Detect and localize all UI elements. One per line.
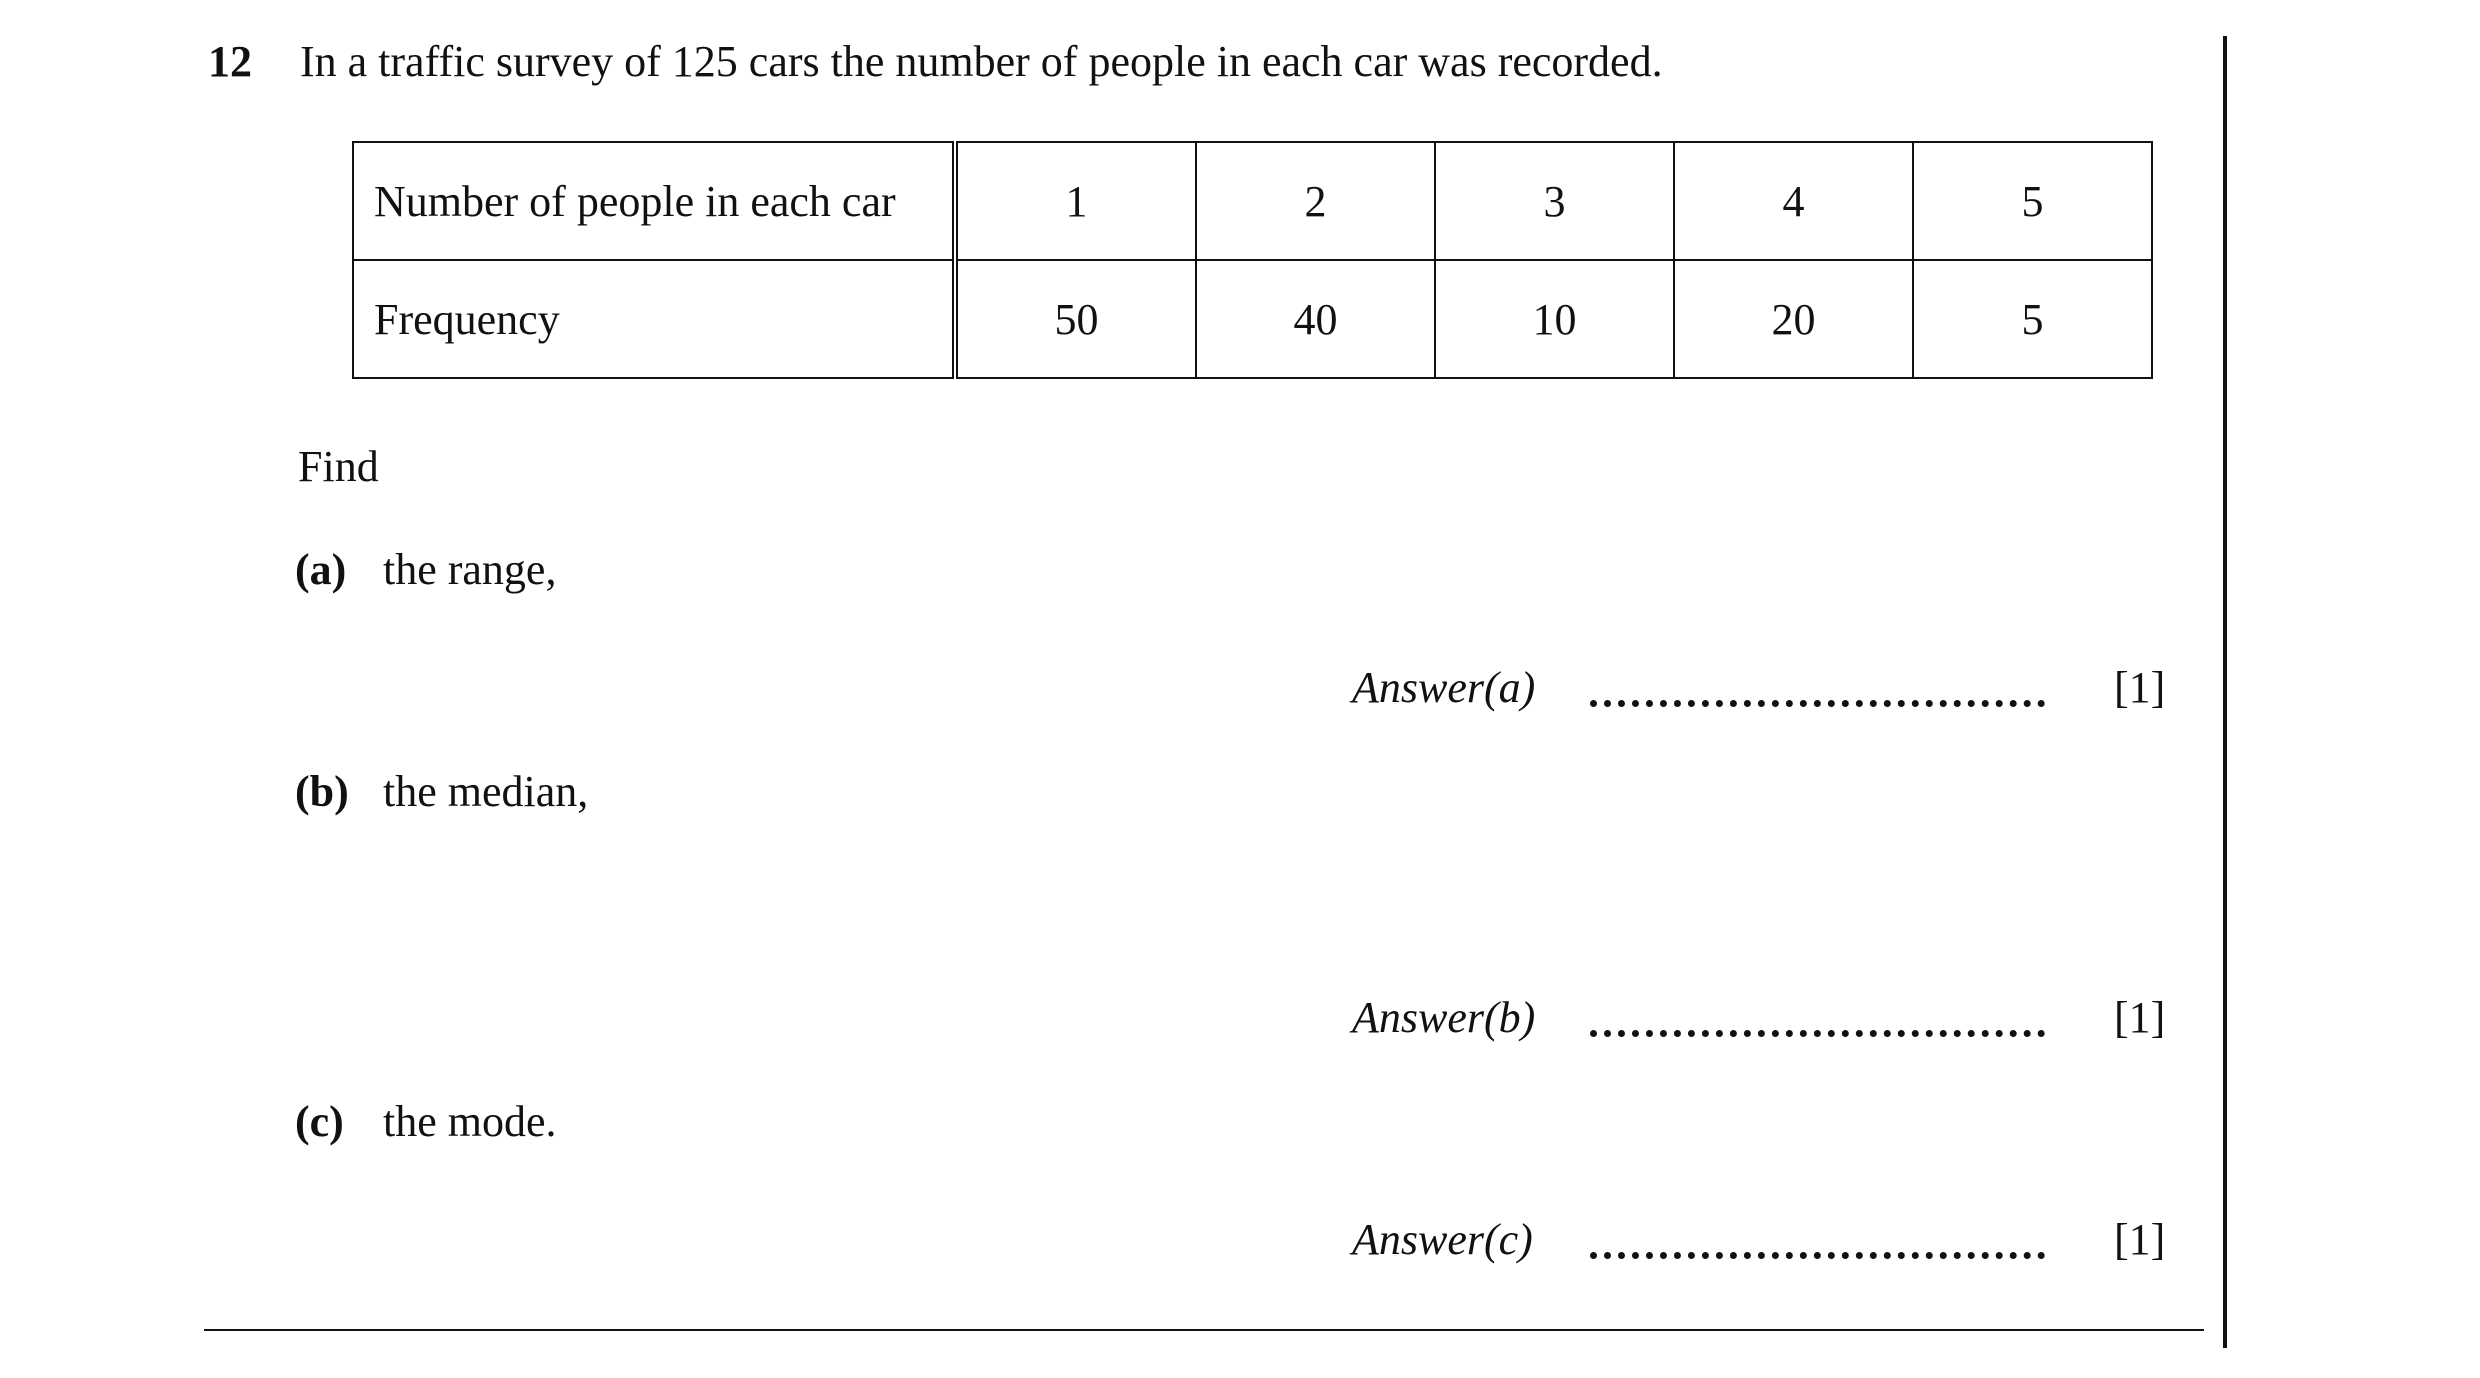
- part-b: [295, 762, 588, 822]
- marks-c: [1]: [2114, 1215, 2166, 1264]
- people-cell: 4: [1674, 142, 1913, 260]
- marks-b: [1]: [2114, 993, 2166, 1042]
- people-cell: 2: [1196, 142, 1435, 260]
- frequency-cell: 20: [1674, 260, 1913, 378]
- part-label: (a): [295, 545, 347, 594]
- part-label: (c): [295, 1097, 344, 1146]
- find-label: Find: [298, 442, 379, 491]
- answer-label: Answer(c): [1352, 1215, 1533, 1264]
- table-row: [353, 142, 2152, 260]
- frequency-cell: 50: [955, 260, 1196, 378]
- part-c: [295, 1092, 557, 1152]
- question-number: 12: [208, 37, 252, 86]
- answer-label: Answer(a): [1352, 663, 1536, 712]
- answer-line-c[interactable]: [1590, 1252, 2045, 1259]
- people-cell: 3: [1435, 142, 1674, 260]
- people-cell: 1: [955, 142, 1196, 260]
- part-text: the range,: [383, 545, 557, 594]
- part-text: the mode.: [383, 1097, 557, 1146]
- answer-label: Answer(b): [1352, 993, 1536, 1042]
- part-label: (b): [295, 767, 349, 816]
- row-header-frequency: Frequency: [353, 260, 955, 378]
- table-row: [353, 260, 2152, 378]
- marks-a: [1]: [2114, 663, 2166, 712]
- part-text: the median,: [383, 767, 589, 816]
- frequency-table: [352, 141, 2153, 379]
- frequency-cell: 5: [1913, 260, 2152, 378]
- answer-line-a[interactable]: [1590, 700, 2045, 707]
- row-header-people: Number of people in each car: [353, 142, 955, 260]
- bottom-rule: [204, 1329, 2204, 1331]
- question-text: In a traffic survey of 125 cars the number of people in each car was recorded.: [300, 37, 1663, 86]
- right-margin-rule: [2223, 36, 2227, 1348]
- frequency-cell: 40: [1196, 260, 1435, 378]
- part-a: [295, 540, 556, 600]
- people-cell: 5: [1913, 142, 2152, 260]
- answer-line-b[interactable]: [1590, 1030, 2045, 1037]
- frequency-cell: 10: [1435, 260, 1674, 378]
